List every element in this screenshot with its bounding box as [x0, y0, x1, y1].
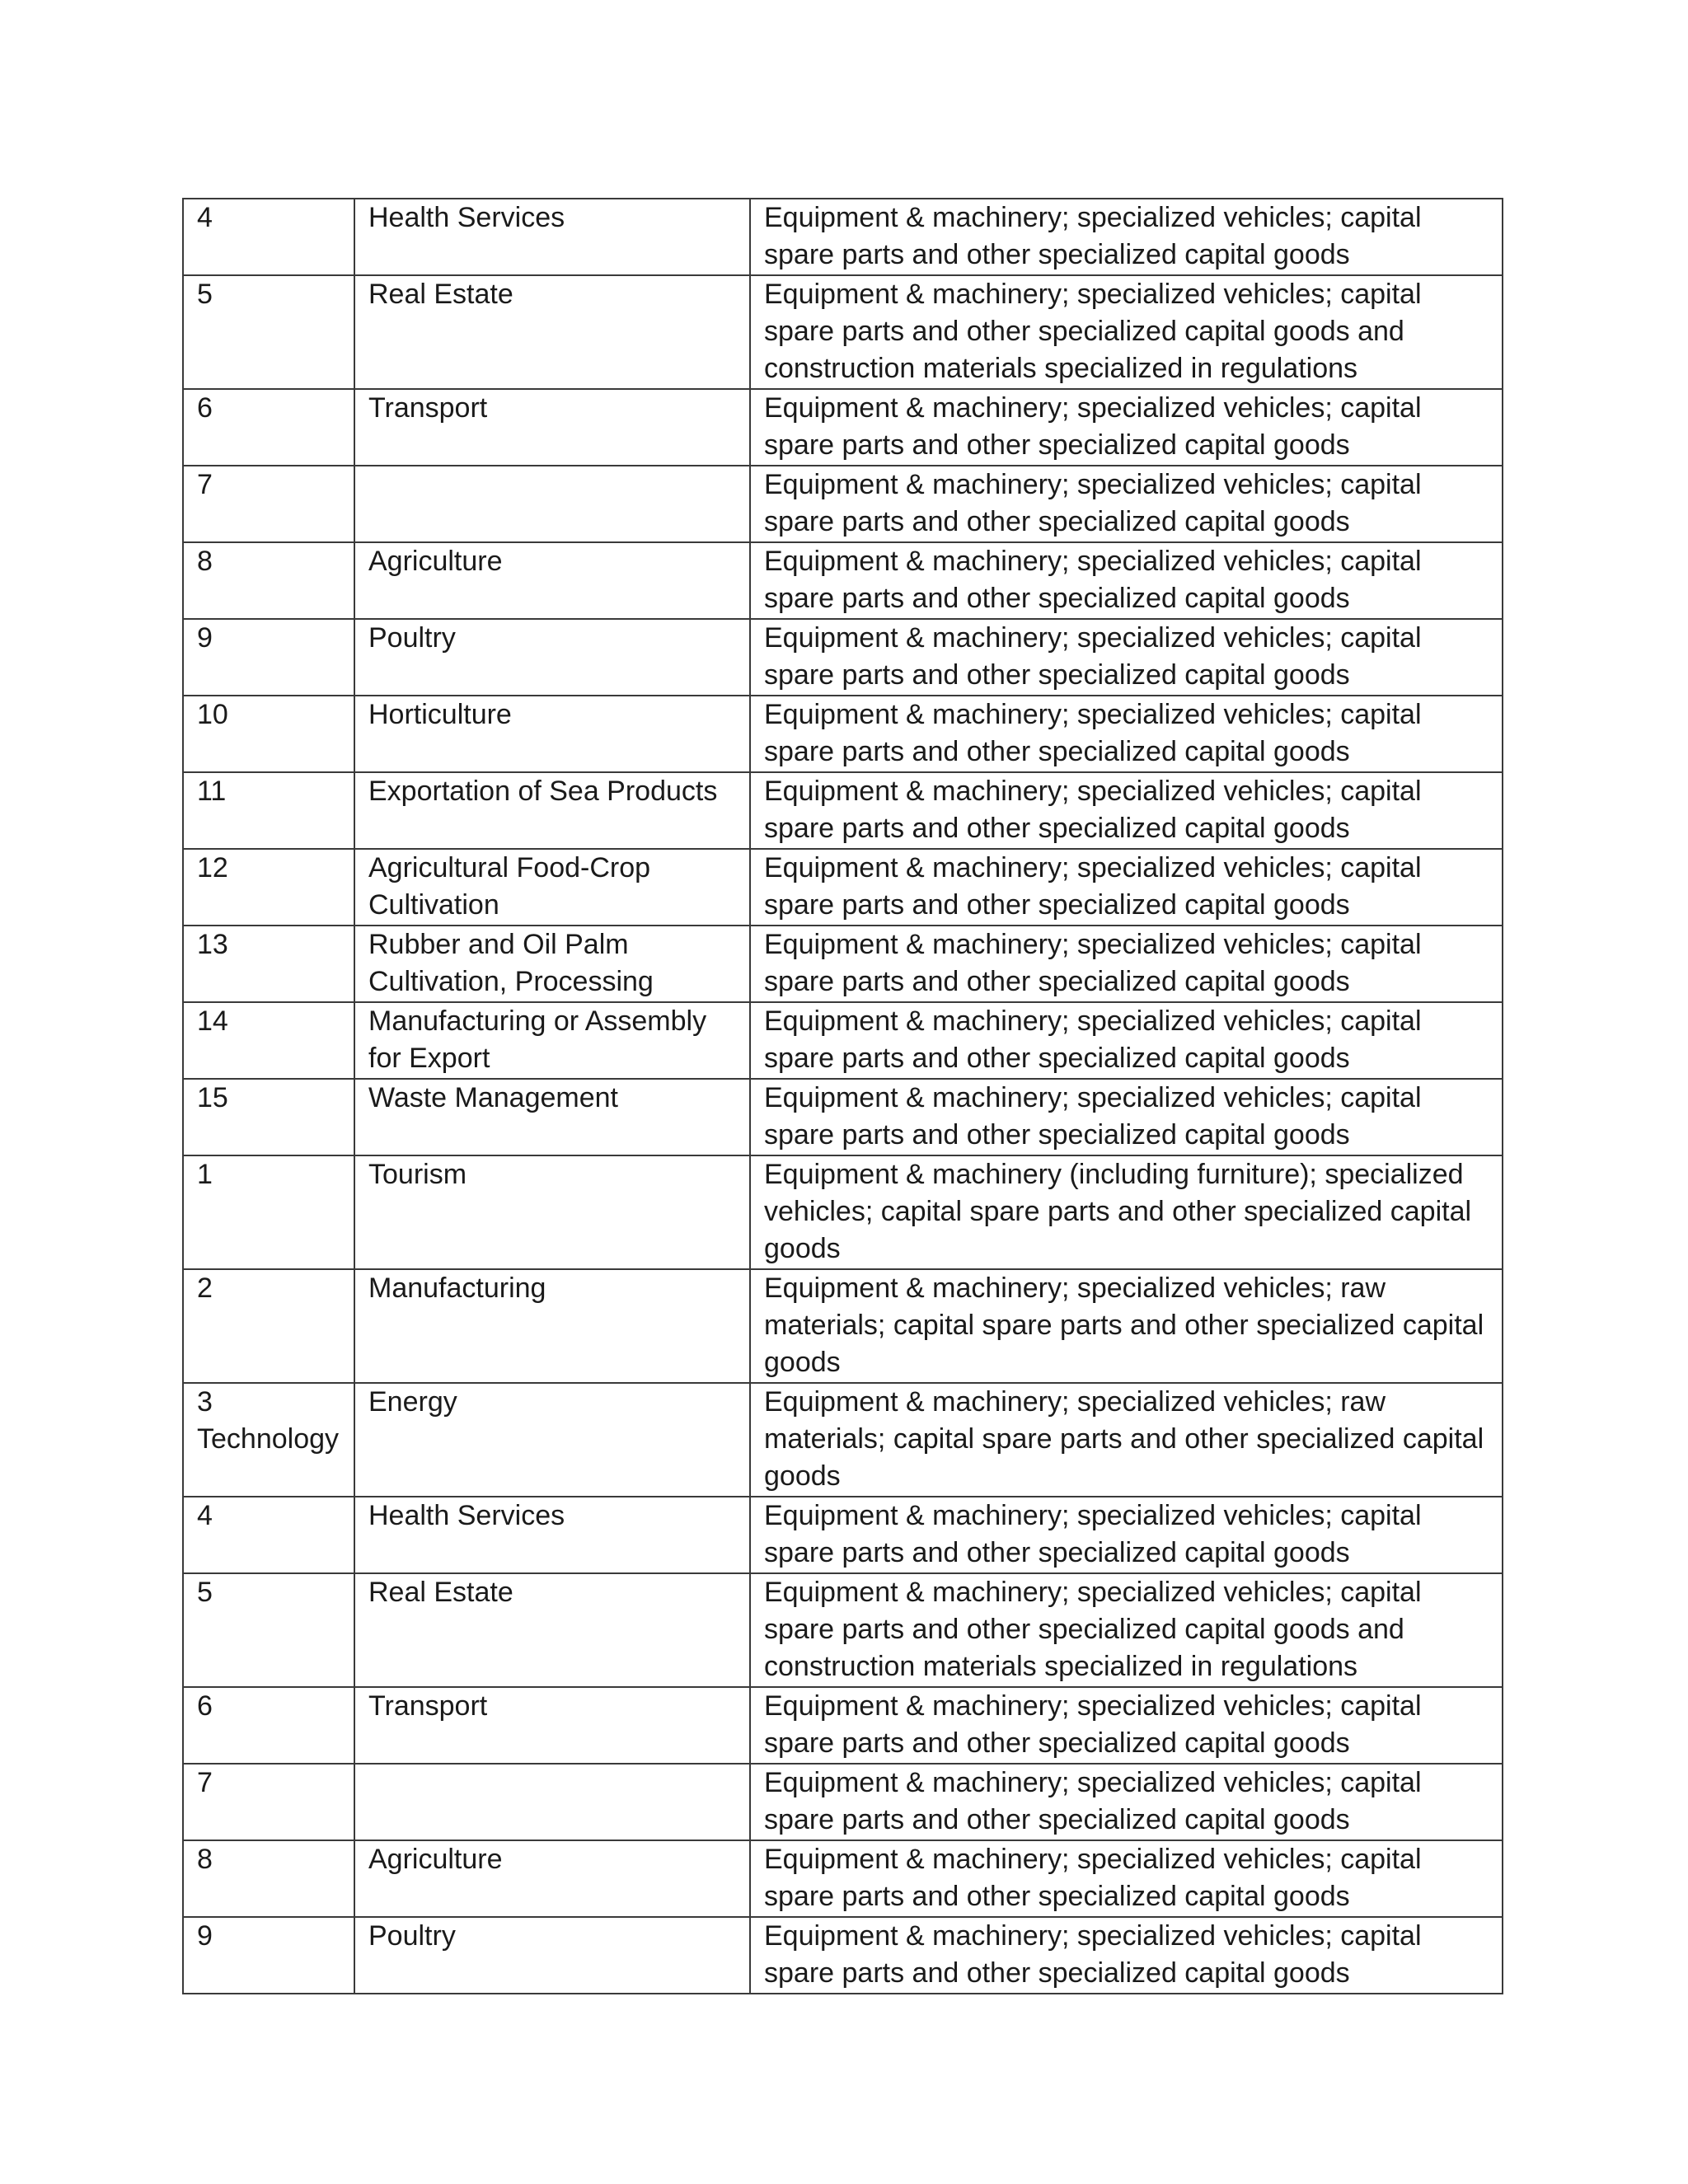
eligible-items-cell: Equipment & machinery; specialized vehicles; capital spare parts and other specialized capital goods	[750, 849, 1503, 926]
table-row	[183, 1079, 1503, 1155]
table-row	[183, 275, 1503, 389]
row-number-cell: 1	[183, 1155, 354, 1269]
table-row	[183, 1840, 1503, 1917]
row-number-cell: 10	[183, 696, 354, 772]
eligible-items-cell: Equipment & machinery; specialized vehicles; capital spare parts and other specialized capital goods	[750, 199, 1503, 275]
row-number-cell: 11	[183, 772, 354, 849]
sector-cell	[354, 1764, 750, 1840]
eligible-items-cell: Equipment & machinery; specialized vehicles; capital spare parts and other specialized capital goods	[750, 1079, 1503, 1155]
row-number-cell: 12	[183, 849, 354, 926]
row-number-cell: 2	[183, 1269, 354, 1383]
table-row	[183, 466, 1503, 542]
table-body	[183, 199, 1503, 1994]
sector-cell: Agriculture	[354, 1840, 750, 1917]
sector-cell: Manufacturing or Assembly for Export	[354, 1002, 750, 1079]
sector-cell: Rubber and Oil Palm Cultivation, Processing	[354, 926, 750, 1002]
sector-cell: Health Services	[354, 199, 750, 275]
table-row	[183, 1383, 1503, 1497]
sector-capital-goods-table	[182, 198, 1503, 1994]
sector-cell: Manufacturing	[354, 1269, 750, 1383]
eligible-items-cell: Equipment & machinery; specialized vehicles; capital spare parts and other specialized capital goods	[750, 1917, 1503, 1994]
table-row	[183, 1497, 1503, 1573]
eligible-items-cell: Equipment & machinery; specialized vehicles; capital spare parts and other specialized capital goods and construction materials specialized in regulations	[750, 1573, 1503, 1687]
table-row	[183, 926, 1503, 1002]
eligible-items-cell: Equipment & machinery; specialized vehicles; capital spare parts and other specialized capital goods	[750, 1840, 1503, 1917]
sector-cell: Real Estate	[354, 1573, 750, 1687]
row-number-cell: 13	[183, 926, 354, 1002]
eligible-items-cell: Equipment & machinery; specialized vehicles; capital spare parts and other specialized capital goods	[750, 1497, 1503, 1573]
eligible-items-cell: Equipment & machinery; specialized vehicles; capital spare parts and other specialized capital goods	[750, 772, 1503, 849]
sector-cell: Transport	[354, 1687, 750, 1764]
eligible-items-cell: Equipment & machinery; specialized vehicles; capital spare parts and other specialized capital goods	[750, 1002, 1503, 1079]
eligible-items-cell: Equipment & machinery (including furniture); specialized vehicles; capital spare parts and other specialized capital goods	[750, 1155, 1503, 1269]
table-row	[183, 772, 1503, 849]
sector-cell: Waste Management	[354, 1079, 750, 1155]
sector-cell: Tourism	[354, 1155, 750, 1269]
table-row	[183, 199, 1503, 275]
eligible-items-cell: Equipment & machinery; specialized vehicles; capital spare parts and other specialized capital goods	[750, 1687, 1503, 1764]
sector-cell	[354, 466, 750, 542]
eligible-items-cell: Equipment & machinery; specialized vehicles; capital spare parts and other specialized capital goods	[750, 926, 1503, 1002]
table-row	[183, 1002, 1503, 1079]
eligible-items-cell: Equipment & machinery; specialized vehicles; capital spare parts and other specialized capital goods	[750, 389, 1503, 466]
table-row	[183, 542, 1503, 619]
row-number-cell: 4	[183, 1497, 354, 1573]
table-row	[183, 696, 1503, 772]
table-row	[183, 1573, 1503, 1687]
table-row	[183, 849, 1503, 926]
row-number-cell: 8	[183, 1840, 354, 1917]
row-number-cell: 7	[183, 466, 354, 542]
sector-cell: Exportation of Sea Products	[354, 772, 750, 849]
eligible-items-cell: Equipment & machinery; specialized vehicles; raw materials; capital spare parts and other specialized capital goods	[750, 1269, 1503, 1383]
row-number-cell: 9	[183, 1917, 354, 1994]
eligible-items-cell: Equipment & machinery; specialized vehicles; capital spare parts and other specialized capital goods	[750, 619, 1503, 696]
table-row	[183, 1687, 1503, 1764]
sector-cell: Poultry	[354, 619, 750, 696]
row-number-cell: 8	[183, 542, 354, 619]
eligible-items-cell: Equipment & machinery; specialized vehicles; capital spare parts and other specialized capital goods	[750, 1764, 1503, 1840]
row-number-cell: 5	[183, 1573, 354, 1687]
eligible-items-cell: Equipment & machinery; specialized vehicles; capital spare parts and other specialized capital goods	[750, 542, 1503, 619]
row-number-cell: 9	[183, 619, 354, 696]
sector-cell: Real Estate	[354, 275, 750, 389]
sector-cell: Energy	[354, 1383, 750, 1497]
eligible-items-cell: Equipment & machinery; specialized vehicles; capital spare parts and other specialized capital goods and construction materials specialized in regulations	[750, 275, 1503, 389]
row-number-cell: 15	[183, 1079, 354, 1155]
row-number-cell: 4	[183, 199, 354, 275]
sector-cell: Agriculture	[354, 542, 750, 619]
eligible-items-cell: Equipment & machinery; specialized vehicles; raw materials; capital spare parts and other specialized capital goods	[750, 1383, 1503, 1497]
table-row	[183, 619, 1503, 696]
eligible-items-cell: Equipment & machinery; specialized vehicles; capital spare parts and other specialized capital goods	[750, 466, 1503, 542]
table-row	[183, 1917, 1503, 1994]
sector-cell: Poultry	[354, 1917, 750, 1994]
row-number-cell: 3 Technology	[183, 1383, 354, 1497]
row-number-cell: 6	[183, 389, 354, 466]
row-number-cell: 14	[183, 1002, 354, 1079]
sector-cell: Transport	[354, 389, 750, 466]
row-number-cell: 6	[183, 1687, 354, 1764]
sector-cell: Health Services	[354, 1497, 750, 1573]
table-row	[183, 1764, 1503, 1840]
table-row	[183, 389, 1503, 466]
row-number-cell: 7	[183, 1764, 354, 1840]
sector-cell: Horticulture	[354, 696, 750, 772]
eligible-items-cell: Equipment & machinery; specialized vehicles; capital spare parts and other specialized capital goods	[750, 696, 1503, 772]
table-row	[183, 1155, 1503, 1269]
sector-cell: Agricultural Food-Crop Cultivation	[354, 849, 750, 926]
row-number-cell: 5	[183, 275, 354, 389]
table-row	[183, 1269, 1503, 1383]
